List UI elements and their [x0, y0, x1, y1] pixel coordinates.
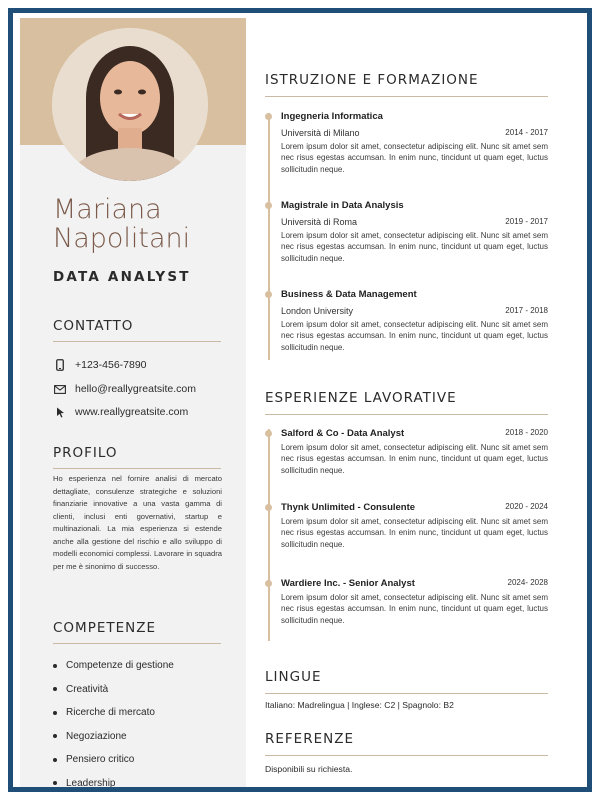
person-name [53, 195, 238, 253]
timeline-dot [265, 291, 272, 298]
entry-description: Lorem ipsum dolor sit amet, consectetur adipiscing elit. Nunc sit amet sem nec risus egestas accumsan. In enim nunc, tincidunt ut quam eget, luctus sollicitudin neque. [281, 231, 548, 263]
experience-timeline [268, 429, 270, 641]
entry-description: Lorem ipsum dolor sit amet, consectetur adipiscing elit. Nunc sit amet sem nec risus egestas accumsan. In enim nunc, tincidunt ut quam eget, luctus sollicitudin neque. [281, 517, 548, 549]
date-range: 2024- 2028 [507, 578, 548, 587]
mail-icon [53, 382, 67, 396]
timeline-dot [265, 504, 272, 511]
education-entry [281, 289, 548, 353]
timeline-dot [265, 580, 272, 587]
job-title-company: Thynk Unlimited - Consulente [281, 502, 416, 513]
date-range: 2014 - 2017 [505, 128, 548, 137]
portrait-image [52, 28, 208, 181]
contact-email[interactable] [53, 382, 196, 396]
contact-website[interactable] [53, 405, 188, 419]
degree-title: Ingegneria Informatica [281, 111, 383, 122]
skills-heading: COMPETENZE [53, 620, 221, 644]
date-range: 2017 - 2018 [505, 306, 548, 315]
bullet-icon [53, 734, 57, 738]
bullet-icon [53, 664, 57, 668]
list-item: Creatività [53, 678, 174, 702]
timeline-dot [265, 202, 272, 209]
profile-photo [52, 28, 208, 181]
entry-description: Lorem ipsum dolor sit amet, consectetur adipiscing elit. Nunc sit amet sem nec risus egestas accumsan. In enim nunc, tincidunt ut quam eget, luctus sollicitudin neque. [281, 142, 548, 174]
contact-phone [53, 358, 147, 372]
degree-title: Magistrale in Data Analysis [281, 200, 404, 211]
first-name: Mariana [53, 194, 162, 225]
school-name: Università di Milano [281, 128, 360, 138]
languages-heading: LINGUE [265, 669, 548, 694]
sidebar [20, 18, 246, 788]
skills-list [53, 654, 174, 792]
list-item: Competenze di gestione [53, 654, 174, 678]
date-range: 2019 - 2017 [505, 217, 548, 226]
website-text[interactable]: www.reallygreatsite.com [75, 406, 189, 418]
contact-heading: CONTATTO [53, 318, 221, 342]
profile-text: Ho esperienza nel fornire analisi di mercato dettagliate, consulenze strategiche e soluzioni finanziarie innovative a una vasta gamma di clienti, inclusi enti governativi, startup e multinazionali. La mia esperienza si estende anche alla gestione del rischio e allo sviluppo di modelli economici complessi. Lavorare in squadra per me è sinonimo di successo. [53, 474, 222, 571]
phone-text: +123-456-7890 [75, 359, 147, 371]
experience-entry [281, 428, 548, 476]
email-text[interactable]: hello@reallygreatsite.com [75, 383, 196, 395]
bullet-icon [53, 711, 57, 715]
job-title-company: Wardiere Inc. - Senior Analyst [281, 578, 415, 589]
references-heading: REFERENZE [265, 731, 548, 756]
education-heading: ISTRUZIONE E FORMAZIONE [265, 72, 548, 97]
bullet-icon [53, 687, 57, 691]
list-item: Negoziazione [53, 725, 174, 749]
job-title-company: Salford & Co - Data Analyst [281, 428, 405, 439]
entry-description: Lorem ipsum dolor sit amet, consectetur adipiscing elit. Nunc sit amet sem nec risus egestas accumsan. In enim nunc, tincidunt ut quam eget, luctus sollicitudin neque. [281, 443, 548, 475]
list-item: Pensiero critico [53, 748, 174, 772]
degree-title: Business & Data Management [281, 289, 417, 300]
entry-description: Lorem ipsum dolor sit amet, consectetur adipiscing elit. Nunc sit amet sem nec risus egestas accumsan. In enim nunc, tincidunt ut quam eget, luctus sollicitudin neque. [281, 593, 548, 625]
date-range: 2018 - 2020 [505, 428, 548, 437]
timeline-dot [265, 113, 272, 120]
experience-heading: ESPERIENZE LAVORATIVE [265, 390, 548, 415]
school-name: London University [281, 306, 354, 316]
profile-heading: PROFILO [53, 445, 221, 469]
experience-entry [281, 578, 548, 626]
education-entry [281, 111, 548, 175]
school-name: Università di Roma [281, 217, 358, 227]
experience-entry [281, 502, 548, 550]
date-range: 2020 - 2024 [505, 502, 548, 511]
timeline-dot [265, 430, 272, 437]
list-item: Leadership [53, 772, 174, 793]
bullet-icon [53, 758, 57, 762]
list-item: Ricerche di mercato [53, 701, 174, 725]
education-timeline [268, 113, 270, 360]
education-entry [281, 200, 548, 264]
job-title: DATA ANALYST [53, 269, 191, 285]
entry-description: Lorem ipsum dolor sit amet, consectetur adipiscing elit. Nunc sit amet sem nec risus egestas accumsan. In enim nunc, tincidunt ut quam eget, luctus sollicitudin neque. [281, 320, 548, 352]
references-text: Disponibili su richiesta. [265, 764, 353, 774]
languages-text: Italiano: Madrelingua | Inglese: C2 | Spagnolo: B2 [265, 700, 454, 710]
cursor-icon [53, 405, 67, 419]
phone-icon [53, 358, 67, 372]
bullet-icon [53, 781, 57, 785]
resume-page [8, 8, 592, 792]
last-name: Napolitani [53, 223, 191, 254]
